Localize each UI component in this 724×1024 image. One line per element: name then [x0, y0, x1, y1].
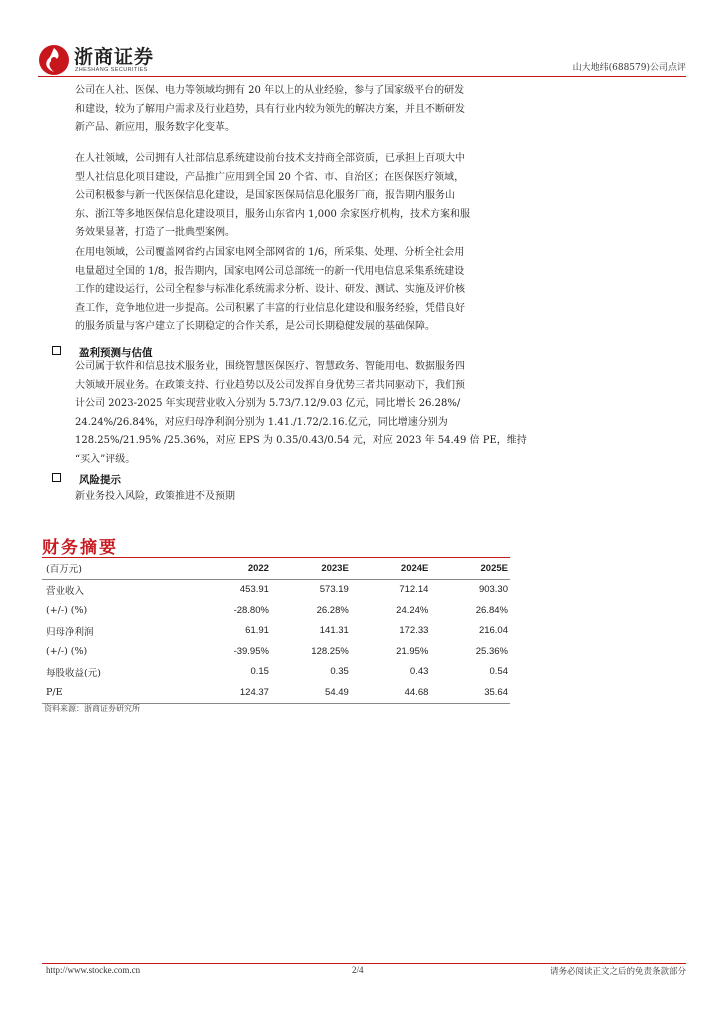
- row-label: 归母净利润: [46, 626, 94, 638]
- text-line: 查工作，竞争地位进一步提高。公司积累了丰富的行业信息化建设和服务经验，凭借良好: [75, 302, 465, 314]
- table-row: [42, 662, 510, 683]
- table-cell: -39.95%: [233, 645, 269, 657]
- header-divider: [38, 76, 686, 77]
- text-line: 公司积极参与新一代医保信息化建设，是国家医保局信息化服务厂商，报告期内服务山: [75, 190, 455, 201]
- table-row: [42, 641, 510, 662]
- table-row: [42, 579, 510, 600]
- table-row: [42, 621, 510, 642]
- row-label: P/E: [42, 682, 191, 703]
- section-heading-risk: [52, 472, 121, 487]
- table-cell: 44.68: [351, 682, 431, 703]
- table-cell: 0.35: [330, 666, 349, 678]
- table-cell: 128.25%: [311, 645, 349, 657]
- text-line: 新产品、新应用，服务数字化变革。: [75, 122, 235, 133]
- header-cell: 2024E: [351, 558, 431, 579]
- checkbox-bullet-icon: [52, 346, 61, 355]
- table-cell: 0.15: [250, 666, 269, 678]
- header-cell: 2022: [191, 558, 271, 579]
- table-cell: 124.37: [191, 682, 271, 703]
- paragraph-experience: [75, 82, 507, 138]
- text-line: 的服务质量与客户建立了长期稳定的合作关系，是公司长期稳健发展的基础保障。: [75, 321, 435, 332]
- row-label: (+/-) (%): [46, 645, 88, 657]
- table-cell: 24.24%: [396, 604, 429, 616]
- table-cell: 0.54: [489, 666, 508, 678]
- table-cell: 35.64: [430, 682, 510, 703]
- table-cell: -28.80%: [233, 604, 269, 616]
- row-label: (+/-) (%): [46, 604, 88, 616]
- table-row: [42, 682, 510, 703]
- table-cell: 26.84%: [475, 604, 508, 616]
- paragraph-power: [75, 244, 507, 337]
- logo-english: ZHESHANG SECURITIES: [75, 67, 148, 73]
- header-cell: 2023E: [271, 558, 351, 579]
- data-source-note: 资料来源：浙商证券研究所: [44, 704, 140, 713]
- table-header-row: [42, 558, 510, 579]
- text-line: 在人社领域，公司拥有人社部信息系统建设前台技术支持商全部资质，已承担上百项大中: [75, 153, 465, 164]
- checkbox-bullet-icon: [52, 473, 61, 482]
- table-cell: 25.36%: [475, 645, 508, 657]
- text-line: 型人社信息化项目建设，产品推广应用到全国 20 个省、市、自治区；在医保医疗领域，: [75, 171, 465, 183]
- text-line: 在用电领域，公司覆盖网省约占国家电网全部网省的 1/6，所采集、处理、分析全社会用: [75, 247, 465, 258]
- text-line: 新业务投入风险，政策推进不及预期: [75, 491, 235, 502]
- text-line: 务效果显著，打造了一批典型案例。: [75, 227, 235, 238]
- page-number: 2/4: [352, 965, 364, 975]
- text-line: 工作的建设运行，公司全程参与标准化系统需求分析、设计、研发、测试、实施及评价核: [75, 284, 465, 295]
- row-label: 营业收入: [46, 585, 85, 597]
- table-cell: 21.95%: [396, 645, 429, 657]
- table-cell: 54.49: [271, 682, 351, 703]
- text-line: 128.25%/21.95% /25.36%，对应 EPS 为 0.35/0.43/0.54 元，对应 2023 年 54.49 倍 PE，维持: [75, 435, 527, 446]
- text-line: 大领域开展业务。在政策支持、行业趋势以及公司发挥自身优势三者共同驱动下，我们预: [75, 379, 465, 391]
- report-tag: 山大地纬(688579)公司点评: [572, 63, 686, 73]
- table-cell: 216.04: [478, 625, 508, 637]
- paragraph-risk: [75, 488, 507, 507]
- text-line: 电量超过全国的 1/8，报告期内，国家电网公司总部统一的新一代用电信息采集系统建设: [75, 265, 465, 277]
- paragraph-forecast: [75, 358, 527, 469]
- table-cell: 61.91: [245, 625, 269, 637]
- table-cell: 26.28%: [316, 604, 349, 616]
- text-line: 24.24%/26.84%，对应归母净利润分别为 1.41./1.72/2.16.亿元，同比增速分别为: [75, 416, 448, 428]
- footer-disclaimer: 请务必阅读正文之后的免责条款部分: [549, 967, 686, 977]
- text-line: 东、浙江等多地医保信息化建设项目，服务山东省内 1,000 余家医疗机构，技术方案和服: [75, 208, 470, 220]
- table-cell: 903.30: [478, 584, 508, 596]
- zheshang-logo-icon: [38, 44, 70, 76]
- table-cell: 0.43: [409, 666, 429, 678]
- footer-url-link[interactable]: http://www.stocke.com.cn: [46, 965, 141, 975]
- table-cell: 453.91: [239, 584, 269, 596]
- table-cell: 141.31: [319, 625, 349, 637]
- table-cell: 172.33: [399, 625, 429, 637]
- section-title: 盈利预测与估值: [79, 347, 153, 359]
- table-cell: 712.14: [399, 584, 429, 596]
- financial-summary-title: 财务摘要: [42, 538, 118, 558]
- footer-divider: [42, 963, 686, 964]
- section-title: 风险提示: [79, 474, 121, 486]
- text-line: 公司属于软件和信息技术服务业，围绕智慧医保医疗、智慧政务、智能用电、数据服务四: [75, 361, 465, 372]
- header-cell: 2025E: [430, 558, 510, 579]
- text-line: “买入”评级。: [75, 453, 136, 465]
- page-header: [38, 42, 686, 82]
- paragraph-social-security: [75, 150, 507, 243]
- text-line: 计公司 2023-2025 年实现营业收入分别为 5.73/7.12/9.03 亿元，同比增长 26.28%/: [75, 398, 461, 409]
- header-cell: (百万元): [42, 558, 191, 579]
- row-label: 每股收益(元): [46, 667, 101, 679]
- table-row: [42, 600, 510, 621]
- financial-summary-table: [42, 558, 510, 704]
- table-cell: 573.19: [319, 584, 349, 596]
- logo-text: 浙商证券: [74, 46, 155, 68]
- text-line: 公司在人社、医保、电力等领域均拥有 20 年以上的从业经验，参与了国家级平台的研发: [75, 85, 465, 96]
- text-line: 和建设，较为了解用户需求及行业趋势，具有行业内较为领先的解决方案，并且不断研发: [75, 103, 465, 115]
